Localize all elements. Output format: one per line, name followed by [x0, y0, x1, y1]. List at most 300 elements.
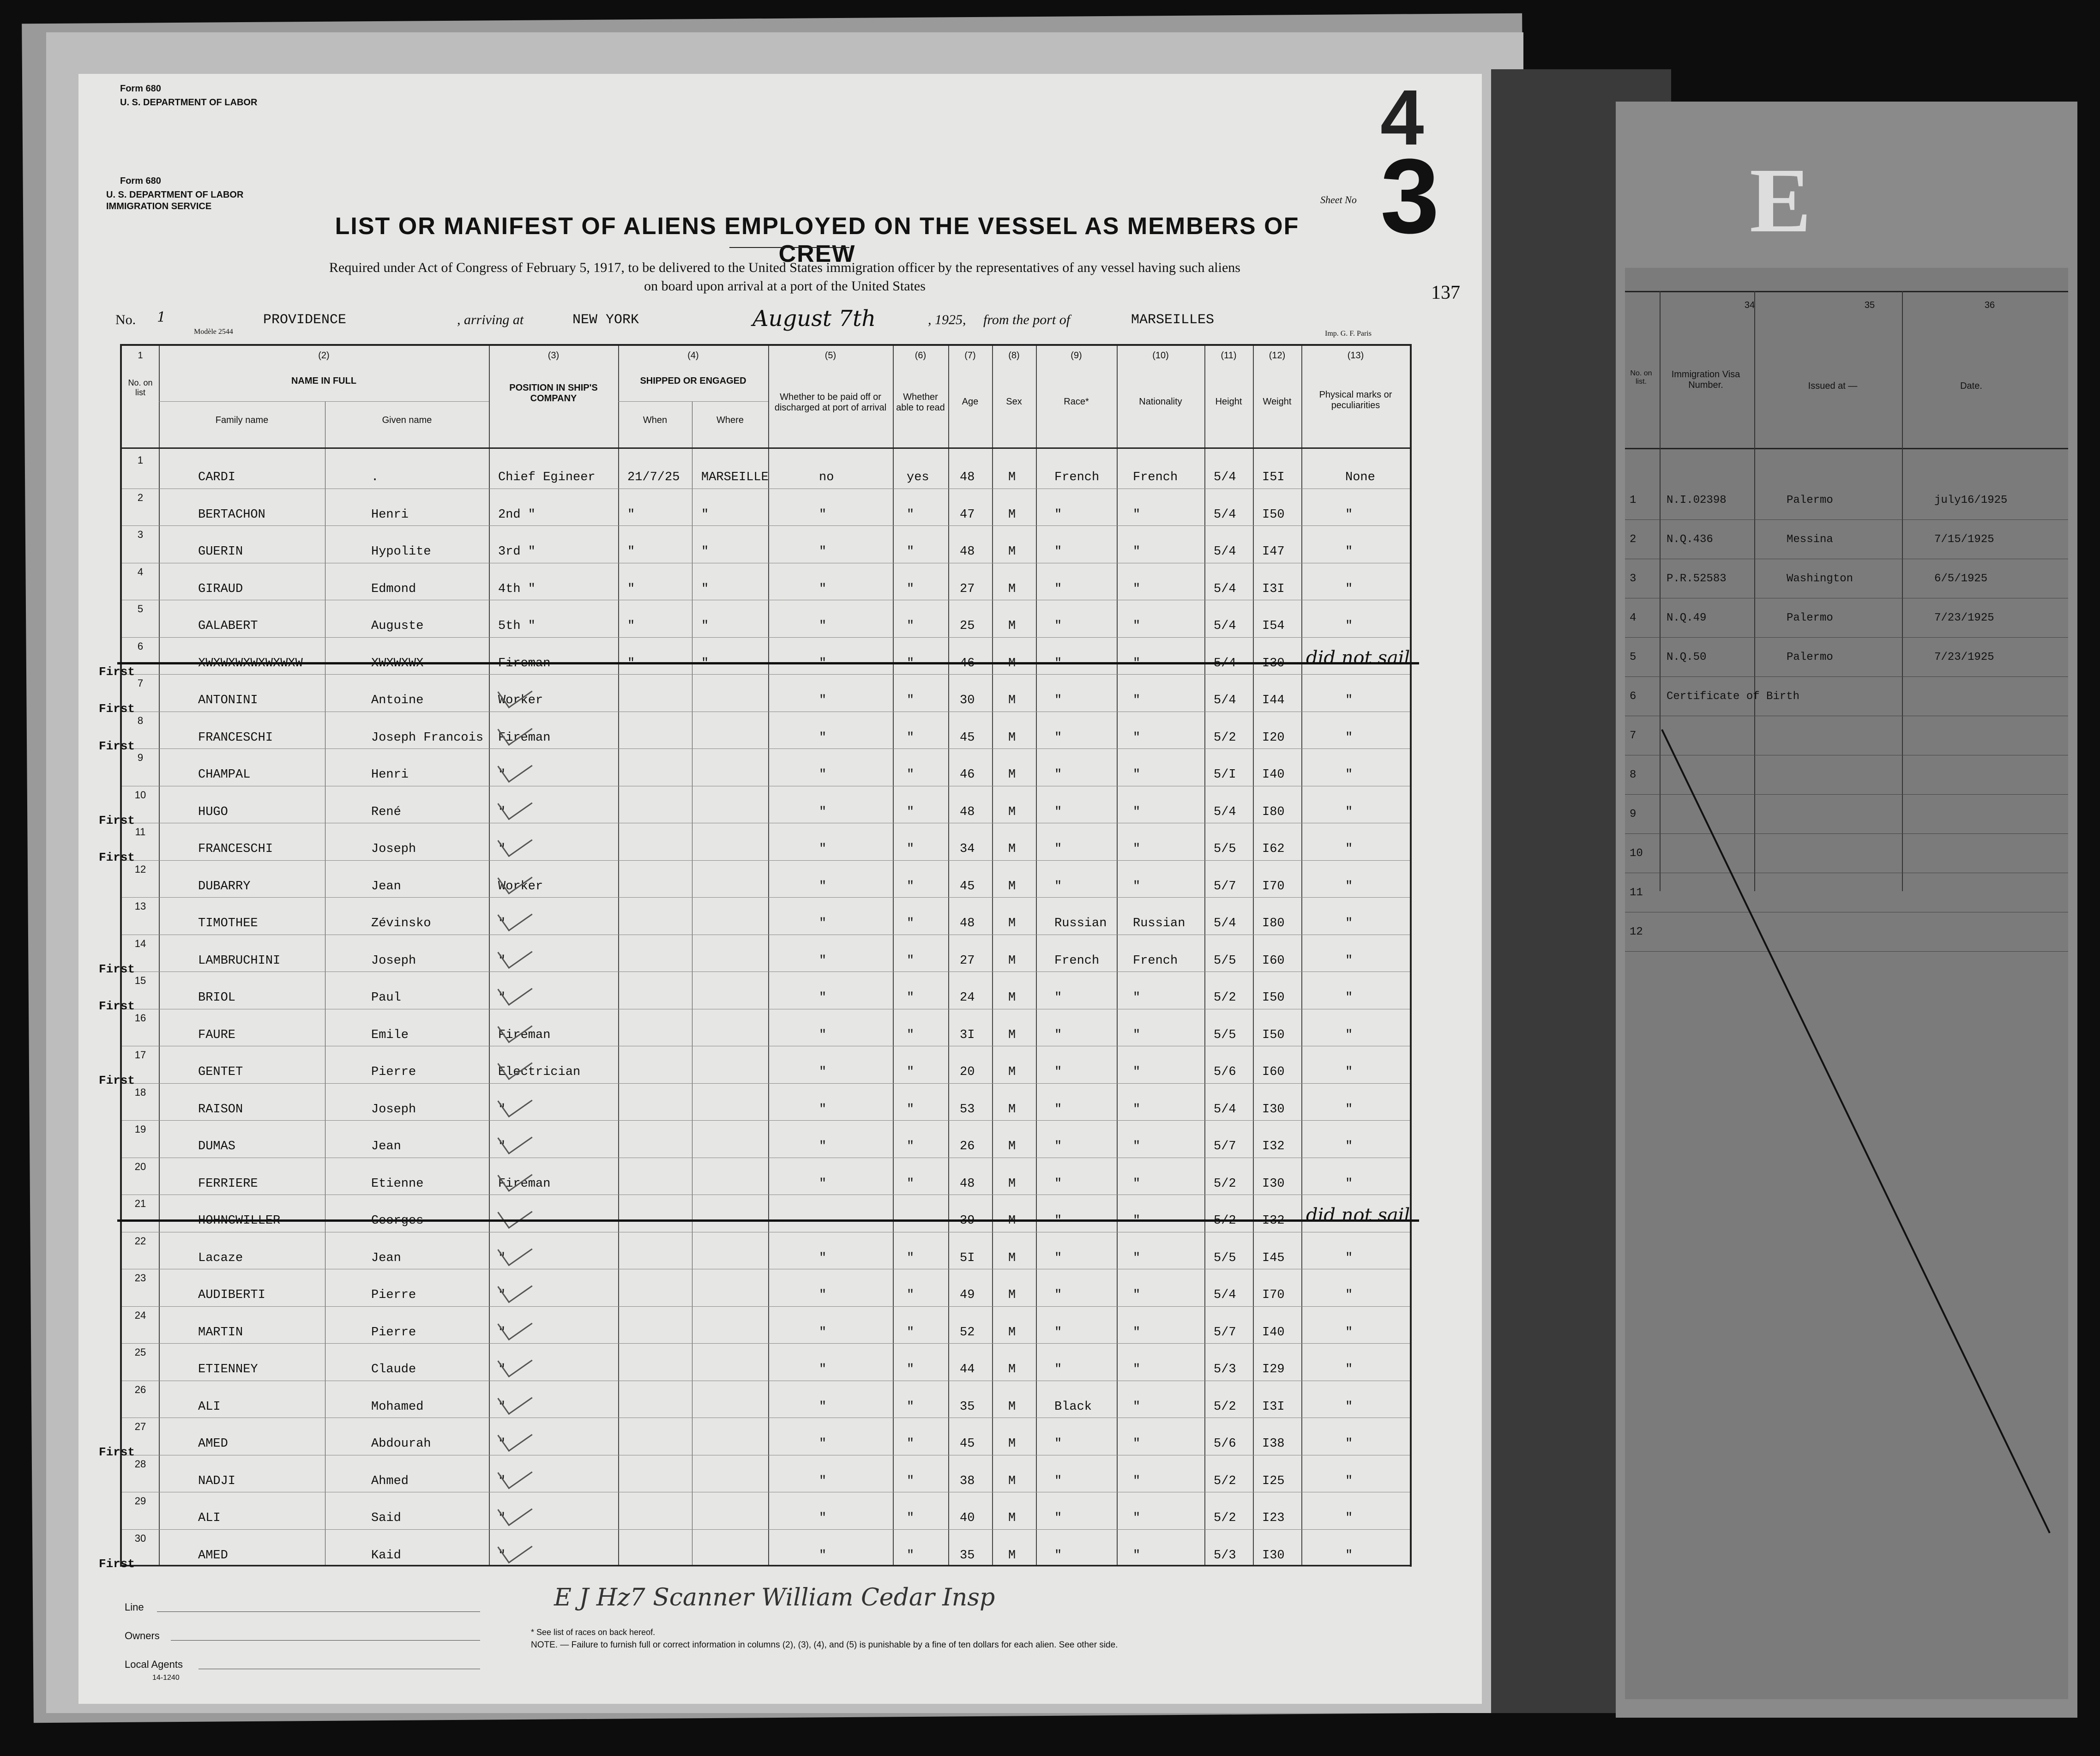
cell-position: "	[498, 1363, 506, 1376]
cell-weight: I30	[1262, 1102, 1285, 1116]
row-rule	[122, 1343, 1410, 1344]
visa-cell-n: 4	[1630, 612, 1637, 624]
col-divider	[1117, 346, 1118, 1565]
cell-age: 34	[960, 842, 975, 856]
able-read-header: Whether able to read	[896, 392, 945, 413]
cell-position: Worker	[498, 879, 543, 893]
cell-nat: "	[1133, 805, 1141, 819]
cell-position: "	[498, 1400, 506, 1414]
cell-age: 27	[960, 953, 975, 968]
cell-paid: no	[819, 471, 834, 484]
cell-weight: I60	[1262, 953, 1285, 968]
cell-age: 47	[960, 507, 975, 522]
cell-sex: M	[1008, 619, 1016, 633]
cell-read: "	[907, 768, 915, 782]
cell-weight: I29	[1262, 1363, 1285, 1376]
cell-given: Kaid	[371, 1548, 401, 1563]
row-number: 11	[135, 826, 146, 838]
visa-cell-at: Palermo	[1787, 494, 1833, 507]
cell-position: "	[498, 1511, 506, 1525]
visa-cell-n: 11	[1630, 887, 1643, 899]
cell-sex: M	[1008, 1065, 1016, 1079]
cell-paid: "	[819, 917, 827, 930]
cell-age: 48	[960, 1177, 975, 1191]
cell-age: 25	[960, 619, 975, 633]
cell-race: "	[1054, 694, 1062, 707]
arriving-label: , arriving at	[457, 312, 524, 327]
cell-weight: I70	[1262, 879, 1285, 893]
cell-paid: "	[819, 730, 827, 745]
row-number: 6	[137, 640, 144, 652]
cell-when: "	[627, 582, 635, 596]
cell-position: Fireman	[498, 1177, 551, 1191]
margin-first-note: First	[99, 702, 135, 716]
cell-given: Joseph	[371, 1102, 416, 1116]
cell-paid: "	[819, 545, 827, 559]
cell-position: "	[498, 1251, 506, 1265]
cell-race: "	[1054, 730, 1062, 745]
cell-height: 5/2	[1214, 1177, 1236, 1191]
cell-family: ALI	[198, 1511, 221, 1525]
cell-height: 5/2	[1214, 730, 1236, 745]
races-note: * See list of races on back hereof.	[531, 1628, 656, 1637]
cell-nat: "	[1133, 1363, 1141, 1376]
cell-weight: I60	[1262, 1065, 1285, 1079]
cell-marks: "	[1345, 1251, 1353, 1265]
cell-height: 5/4	[1214, 471, 1236, 484]
cell-marks: "	[1345, 1400, 1353, 1414]
cell-marks: "	[1345, 507, 1353, 522]
nationality-header: Nationality	[1139, 397, 1182, 407]
cell-position: "	[498, 917, 506, 930]
visa-cell-date: 6/5/1925	[1934, 573, 1988, 585]
margin-first-note: First	[99, 851, 135, 864]
cell-family: CARDI	[198, 471, 236, 484]
cell-nat: "	[1133, 1251, 1141, 1265]
cell-nat: "	[1133, 1065, 1141, 1079]
model-number: Modèle 2544	[194, 328, 233, 336]
age-header: Age	[962, 397, 979, 407]
cell-read: "	[907, 694, 915, 707]
cell-marks: "	[1345, 991, 1353, 1005]
cell-nat: "	[1133, 879, 1141, 893]
cell-position: "	[498, 1548, 506, 1563]
cell-height: 5/7	[1214, 1325, 1236, 1340]
cell-weight: I5I	[1262, 471, 1285, 484]
cell-read: "	[907, 1102, 915, 1116]
where-header: Where	[716, 415, 744, 425]
cell-age: 44	[960, 1363, 975, 1376]
cell-weight: I45	[1262, 1251, 1285, 1265]
cell-paid: "	[819, 1065, 827, 1079]
cell-read: "	[907, 582, 915, 596]
cell-race: "	[1054, 842, 1062, 856]
col-num-3: (3)	[548, 350, 560, 361]
page-number: 137	[1431, 282, 1460, 303]
sheet-number: 3	[1380, 137, 1439, 255]
cell-when: "	[627, 656, 635, 670]
cell-marks: "	[1345, 545, 1353, 559]
row-number: 12	[134, 863, 146, 875]
visa-cell-n: 6	[1630, 690, 1637, 703]
cell-position: "	[498, 1140, 506, 1153]
cell-nat: "	[1133, 656, 1141, 670]
cell-weight: I25	[1262, 1474, 1285, 1488]
cell-paid: "	[819, 805, 827, 819]
sex-header: Sex	[1006, 397, 1022, 407]
visa-cell-visa: N.I.02398	[1667, 494, 1727, 507]
cell-family: MARTIN	[198, 1325, 243, 1340]
arrival-year: , 1925,	[928, 312, 966, 327]
cell-paid: "	[819, 1102, 827, 1116]
cell-where: "	[701, 582, 709, 596]
cell-weight: I50	[1262, 991, 1285, 1005]
cell-given: Auguste	[371, 619, 424, 633]
cell-sex: M	[1008, 1511, 1016, 1525]
service: IMMIGRATION SERVICE	[106, 201, 212, 211]
row-number: 21	[134, 1198, 146, 1209]
cell-sex: M	[1008, 1288, 1016, 1302]
cell-race: "	[1054, 1325, 1062, 1340]
cell-age: 39	[960, 1214, 975, 1228]
divider	[1625, 448, 2068, 449]
cell-age: 20	[960, 1065, 975, 1079]
cell-height: 5/I	[1214, 768, 1236, 782]
cell-age: 48	[960, 545, 975, 559]
col-num-6: (6)	[915, 350, 927, 361]
cell-marks: did not sail	[1306, 1205, 1410, 1226]
cell-height: 5/5	[1214, 953, 1236, 968]
cell-family: XWXWXWXWXWXWXW	[198, 656, 303, 670]
cell-age: 35	[960, 1548, 975, 1563]
row-rule	[122, 674, 1410, 675]
cell-paid: "	[819, 1177, 827, 1191]
header-rule	[618, 401, 768, 402]
cell-marks: "	[1345, 619, 1353, 633]
department-2: U. S. DEPARTMENT OF LABOR	[106, 190, 244, 200]
cell-nat: "	[1133, 582, 1141, 596]
cell-family: GENTET	[198, 1065, 243, 1079]
cell-read: "	[907, 1325, 915, 1340]
form-number-2: Form 680	[120, 176, 161, 186]
check-mark	[497, 1196, 532, 1229]
cell-marks: "	[1345, 730, 1353, 745]
cell-marks: "	[1345, 917, 1353, 930]
cell-race: "	[1054, 1102, 1062, 1116]
cell-weight: I3I	[1262, 1400, 1285, 1414]
cell-family: FRANCESCHI	[198, 842, 273, 856]
row-number: 3	[137, 529, 144, 540]
issued-at-header: Issued at —	[1808, 381, 1858, 391]
cell-family: CHAMPAL	[198, 768, 251, 782]
cell-paid: "	[819, 1400, 827, 1414]
cell-read: "	[907, 953, 915, 968]
cell-when: "	[627, 619, 635, 633]
cell-marks: "	[1345, 953, 1353, 968]
cell-height: 5/4	[1214, 1288, 1236, 1302]
cell-nat: Russian	[1133, 917, 1185, 930]
cell-height: 5/5	[1214, 1028, 1236, 1042]
footer-owners-label: Owners	[125, 1630, 160, 1641]
cell-sex: M	[1008, 1214, 1016, 1228]
cell-age: 38	[960, 1474, 975, 1488]
cell-given: Paul	[371, 991, 401, 1005]
cell-age: 48	[960, 805, 975, 819]
cell-nat: "	[1133, 1548, 1141, 1563]
race-header: Race*	[1064, 397, 1089, 407]
cell-given: XWXWXWX	[371, 656, 424, 670]
cell-paid: "	[819, 1288, 827, 1302]
cell-family: GUERIN	[198, 545, 243, 559]
cell-race: "	[1054, 1214, 1062, 1228]
cell-age: 35	[960, 1400, 975, 1414]
cell-race: "	[1054, 1288, 1062, 1302]
cell-position: "	[498, 953, 506, 968]
cancel-diagonal-line	[1625, 693, 2068, 1570]
shipped-header: SHIPPED OR ENGAGED	[640, 376, 746, 386]
cell-marks: "	[1345, 1474, 1353, 1488]
cell-given: .	[371, 471, 379, 484]
weight-header: Weight	[1263, 397, 1292, 407]
cell-paid: "	[819, 619, 827, 633]
cell-weight: I47	[1262, 545, 1285, 559]
row-number: 28	[134, 1458, 146, 1470]
cell-nat: "	[1133, 619, 1141, 633]
cell-given: Etienne	[371, 1177, 424, 1191]
col-divider	[768, 346, 769, 1565]
cell-age: 53	[960, 1102, 975, 1116]
cell-sex: M	[1008, 1400, 1016, 1414]
footer-agents-label: Local Agents	[125, 1659, 183, 1670]
cell-read: "	[907, 730, 915, 745]
col-divider	[992, 346, 993, 1565]
cell-marks: "	[1345, 1102, 1353, 1116]
row-number: 4	[137, 566, 144, 578]
cell-height: 5/3	[1214, 1363, 1236, 1376]
cell-race: "	[1054, 1363, 1062, 1376]
when-header: When	[643, 415, 668, 425]
row-rule	[122, 1306, 1410, 1307]
visa-cell-at: Washington	[1787, 573, 1853, 585]
cell-sex: M	[1008, 842, 1016, 856]
cell-marks: "	[1345, 1028, 1353, 1042]
cell-race: "	[1054, 656, 1062, 670]
cell-read: "	[907, 1474, 915, 1488]
row-number: 27	[134, 1421, 146, 1432]
visa-cell-n: 1	[1630, 494, 1637, 507]
cell-nat: "	[1133, 1511, 1141, 1525]
cell-marks: "	[1345, 768, 1353, 782]
cell-nat: "	[1133, 730, 1141, 745]
row-rule	[122, 1529, 1410, 1530]
cell-sex: M	[1008, 1363, 1016, 1376]
sheet-letter: E	[1750, 150, 1811, 252]
visa-cell-visa: N.Q.49	[1667, 612, 1707, 624]
cell-age: 45	[960, 879, 975, 893]
margin-first-note: First	[99, 999, 135, 1013]
cell-age: 48	[960, 917, 975, 930]
signatures: E J Hz7 Scanner William Cedar Insp	[554, 1584, 995, 1611]
cell-position: "	[498, 991, 506, 1005]
col-divider	[1301, 346, 1302, 1565]
row-number: 15	[134, 975, 146, 986]
cell-height: 5/5	[1214, 842, 1236, 856]
cell-family: AUDIBERTI	[198, 1288, 265, 1302]
cell-sex: M	[1008, 991, 1016, 1005]
visa-cell-n: 2	[1630, 533, 1637, 546]
cell-given: Georges	[371, 1214, 424, 1228]
cell-read: "	[907, 507, 915, 522]
cell-age: 46	[960, 656, 975, 670]
margin-first-note: First	[99, 1445, 135, 1459]
cell-nat: "	[1133, 507, 1141, 522]
cell-family: BERTACHON	[198, 507, 265, 522]
cell-height: 5/2	[1214, 1474, 1236, 1488]
cell-read: "	[907, 1437, 915, 1451]
cell-height: 5/2	[1214, 1214, 1236, 1228]
col-divider	[948, 346, 949, 1565]
cell-race: "	[1054, 805, 1062, 819]
cell-weight: I80	[1262, 917, 1285, 930]
cell-race: "	[1054, 582, 1062, 596]
cell-paid: "	[819, 953, 827, 968]
paid-off-header: Whether to be paid off or discharged at port of arrival	[774, 392, 887, 413]
cell-family: DUBARRY	[198, 879, 251, 893]
cell-height: 5/6	[1214, 1437, 1236, 1451]
visa-cell-n: 8	[1630, 769, 1637, 781]
cell-nat: "	[1133, 1140, 1141, 1153]
cell-age: 45	[960, 1437, 975, 1451]
date-header: Date.	[1960, 381, 1982, 391]
cell-race: "	[1054, 1548, 1062, 1563]
col-36: 36	[1984, 300, 1995, 310]
sheet-label: Sheet No	[1320, 194, 1357, 205]
col-num-7: (7)	[964, 350, 976, 361]
cell-sex: M	[1008, 694, 1016, 707]
cell-sex: M	[1008, 1325, 1016, 1340]
cell-position: "	[498, 805, 506, 819]
cell-age: 48	[960, 471, 975, 484]
cell-family: HOHNGWILLER	[198, 1214, 281, 1228]
cell-family: NADJI	[198, 1474, 236, 1488]
cell-nat: "	[1133, 1177, 1141, 1191]
manifest-title: LIST OR MANIFEST OF ALIENS EMPLOYED ON THE VESSEL AS MEMBERS OF CREW	[335, 213, 1300, 267]
cell-read: "	[907, 879, 915, 893]
cell-weight: I30	[1262, 1177, 1285, 1191]
given-name-header: Given name	[382, 415, 432, 425]
cell-sex: M	[1008, 730, 1016, 745]
cell-marks: "	[1345, 1288, 1353, 1302]
cell-family: AMED	[198, 1548, 228, 1563]
row-number: 19	[134, 1123, 146, 1135]
row-rule	[122, 748, 1410, 749]
cell-weight: I80	[1262, 805, 1285, 819]
row-number: 7	[137, 677, 144, 689]
cell-paid: "	[819, 991, 827, 1005]
name-in-full-header: NAME IN FULL	[291, 376, 357, 386]
cell-race: Black	[1054, 1400, 1092, 1414]
cell-weight: I54	[1262, 619, 1285, 633]
vessel-name: PROVIDENCE	[263, 312, 347, 328]
arrival-port: NEW YORK	[572, 312, 639, 328]
cell-sex: M	[1008, 507, 1016, 522]
header-rule	[159, 401, 489, 402]
cell-weight: I20	[1262, 730, 1285, 745]
cell-age: 30	[960, 694, 975, 707]
cell-position: "	[498, 1325, 506, 1340]
col-divider	[1204, 346, 1205, 1565]
cell-position: "	[498, 768, 506, 782]
cell-read: "	[907, 842, 915, 856]
cell-age: 5I	[960, 1251, 975, 1265]
cell-family: AMED	[198, 1437, 228, 1451]
cell-given: Zévinsko	[371, 917, 431, 930]
cell-read: "	[907, 917, 915, 930]
margin-first-note: First	[99, 813, 135, 827]
visa-cell-at: Palermo	[1787, 651, 1833, 664]
cell-paid: "	[819, 656, 827, 670]
cell-race: "	[1054, 1437, 1062, 1451]
row-rule	[122, 897, 1410, 898]
cell-family: DUMAS	[198, 1140, 236, 1153]
cell-nat: "	[1133, 1325, 1141, 1340]
cell-marks: None	[1345, 471, 1375, 484]
cell-age: 52	[960, 1325, 975, 1340]
cell-race: "	[1054, 768, 1062, 782]
margin-first-note: First	[99, 664, 135, 679]
subtitle-line-2: on board upon arrival at a port of the United States	[644, 278, 926, 294]
visa-cell-visa: N.Q.436	[1667, 533, 1713, 546]
cell-nat: French	[1133, 471, 1178, 484]
cell-sex: M	[1008, 917, 1016, 930]
cell-marks: "	[1345, 1140, 1353, 1153]
cell-read: "	[907, 1548, 915, 1563]
cell-paid: "	[819, 694, 827, 707]
cell-race: "	[1054, 1251, 1062, 1265]
row-rule	[122, 525, 1410, 526]
col-num-9: (9)	[1071, 350, 1082, 361]
cell-family: ALI	[198, 1400, 221, 1414]
cell-height: 5/5	[1214, 1251, 1236, 1265]
col-divider	[489, 346, 490, 1565]
cell-race: "	[1054, 1065, 1062, 1079]
margin-first-note: First	[99, 739, 135, 753]
cell-weight: I3I	[1262, 582, 1285, 596]
cell-nat: French	[1133, 953, 1178, 968]
cell-height: 5/4	[1214, 545, 1236, 559]
cell-position: 4th "	[498, 582, 536, 596]
row-number: 24	[134, 1309, 146, 1321]
cell-paid: "	[819, 582, 827, 596]
cell-height: 5/2	[1214, 1511, 1236, 1525]
cell-sex: M	[1008, 1028, 1016, 1042]
cell-height: 5/2	[1214, 1400, 1236, 1414]
cell-given: Joseph Francois	[371, 730, 484, 745]
department: U. S. DEPARTMENT OF LABOR	[120, 97, 258, 108]
height-header: Height	[1215, 397, 1242, 407]
cell-paid: "	[819, 842, 827, 856]
cell-sex: M	[1008, 545, 1016, 559]
cell-race: "	[1054, 879, 1062, 893]
cell-sex: M	[1008, 1177, 1016, 1191]
cell-position: "	[498, 1102, 506, 1116]
vessel-line	[115, 306, 1408, 338]
visa-cell-date: 7/15/1925	[1934, 533, 1994, 546]
cell-race: "	[1054, 991, 1062, 1005]
cell-marks: "	[1345, 582, 1353, 596]
visa-cell-n: 12	[1630, 926, 1643, 938]
cell-given: Pierre	[371, 1288, 416, 1302]
